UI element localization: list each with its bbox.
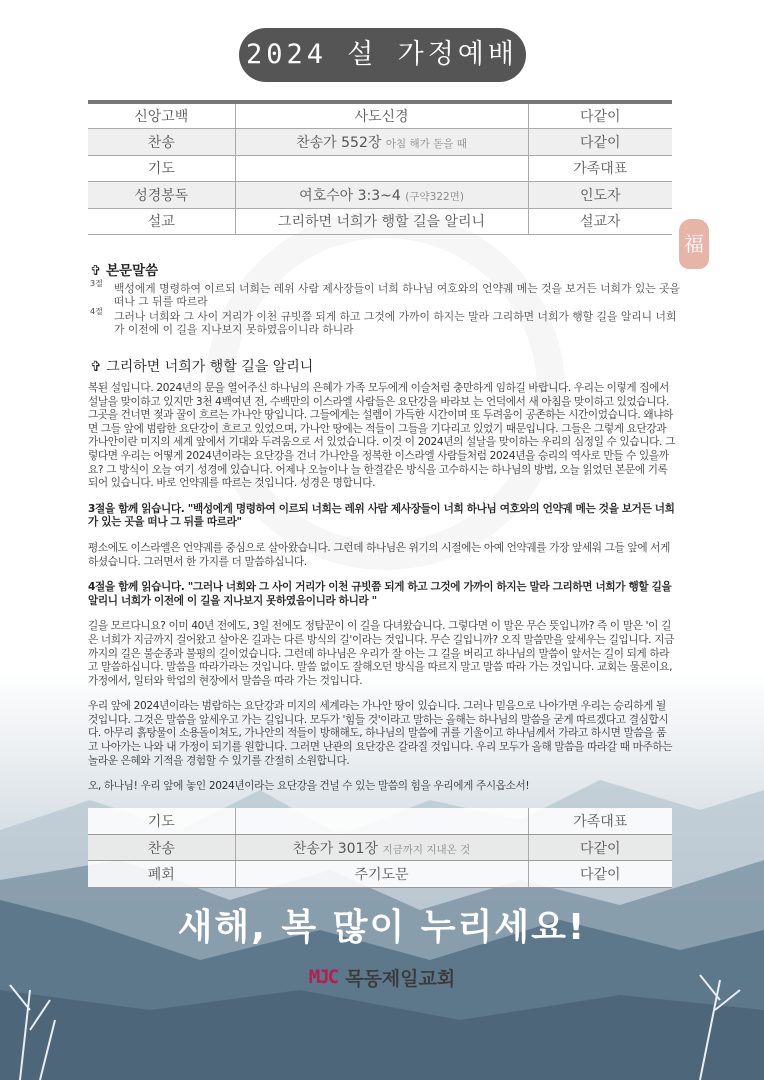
- seal-character: 福: [684, 232, 704, 256]
- order-content-main: 주기도문: [354, 867, 409, 884]
- order-leader: 다같이: [528, 834, 672, 861]
- order-leader: 다같이: [528, 861, 672, 888]
- order-leader: 가족대표: [528, 808, 672, 835]
- order-content: [235, 834, 528, 861]
- sermon-paragraph: 복된 설입니다. 2024년의 문을 열어주신 하나님의 은혜가 가족 모두에게 이슬처럼 충만하게 임하길 바랍니다. 우리는 이렇게 집에서 설날을 맞이하고 있지만 3천 4백여년 전, 수백만의 이스라엘 사람들은 요단강을 바라보 는 언덕에서 새 아침을 맞이하고 있었습니다. 그곳을 건너면 젖과 꿀이 흐르는 가나안 땅입니다. 그들에게는 설렘이 가득한 시간이며 또 두려움이 공존하는 시간이었습니다. 왜냐하면 그들 앞에 범람한 요단강이 흐르고 있었으며, 가나안 땅에는 적들이 그들을 기다리고 있었기 때문입니다. 그들은 그렇게 요단강과 가나안이란 미지의 세계 앞에서 기대와 두려움으로 서 있었습니다. 이것 이 2024년의 설날을 맞이하는 우리의 심정일 수 있습니다. 그렇다면 우리는 어떻게 2024년이라는 요단강을 건너 가나안을 정복한 이스라엘 사람들처럼 2024년을 승리의 역사로 만들 수 있을까요? 그 방식이 오늘 여기 성경에 있습니다. 어제나 오늘이나 늘 한결같은 방식을 고수하시는 하나님의 방법, 오늘 읽었던 본문에 기록되어 있습니다. 바로 언약궤를 따르는 것입니다. 성경은 명합니다.: [88, 382, 675, 490]
- order-leader: 설교자: [528, 208, 672, 235]
- verse: [90, 279, 680, 308]
- order-row: [88, 208, 672, 235]
- order-content-main: 찬송가 552장: [296, 134, 382, 151]
- sermon-paragraph: 3절을 함께 읽습니다. "백성에게 명령하여 이르되 너희는 레위 사람 제사장들이 너희 하나님 여호와의 언약궤 메는 것을 보거든 너희가 있는 곳을 떠나 그 뒤를 따르라": [88, 502, 675, 529]
- order-content: [235, 808, 528, 835]
- order-content: [235, 129, 528, 156]
- verse: [90, 307, 680, 336]
- order-item: 기도: [88, 808, 235, 835]
- order-item: 신앙고백: [88, 102, 235, 129]
- order-content-main: 찬송가 301장: [292, 840, 378, 857]
- order-row: [88, 861, 672, 888]
- new-year-greeting: 새해, 복 많이 누리세요!: [177, 906, 587, 948]
- order-content-main: 사도신경: [354, 109, 409, 125]
- order-leader: 다같이: [528, 102, 672, 129]
- order-row: [88, 129, 672, 156]
- order-item: 기도: [88, 155, 235, 182]
- order-content: [235, 102, 528, 129]
- verse-text: 그러나 너희와 그 사이 거리가 이천 규빗쯤 되게 하고 그것에 가까이 하지는 말라 그리하면 너희가 행할 길을 알리니 너희가 이전에 이 길을 지나보지 못하였음이니라 하니라: [114, 310, 677, 336]
- order-row: [88, 834, 672, 861]
- verse-number: 3절: [90, 279, 103, 288]
- church-name: 목동제일교회: [345, 967, 456, 990]
- cross-icon: ✞: [90, 263, 107, 279]
- scripture-verses: [90, 279, 680, 338]
- church-logo-mark: MJC: [308, 966, 338, 989]
- sermon-paragraph: 길을 모르다니요? 이미 40년 전에도, 3일 전에도 정탐꾼이 이 길을 다녀왔습니다. 그렇다면 이 말은 무슨 뜻입니까? 즉 이 말은 '이 길은 너희가 지금까지 걸어왔고 살아온 길과는 다른 방식의 길'이라는 것입니다. 무슨 길입니까? 오직 말씀만을 앞세우는 길입니다. 지금까지의 길은 불순종과 불평의 길이었습니다. 그런데 하나님은 우리가 잘 아는 그 길을 버리고 하나님의 말씀이 앞서는 길이 되게 하라고 말씀하십니다. 말씀을 따라가라는 것입니다. 말씀 없이도 잘해오던 방식을 따르지 말고 말씀 따라 가는 것입니다. 교회는 물론이요, 가정에서, 일터와 학업의 현장에서 말씀을 따라 가는 것입니다.: [88, 620, 674, 687]
- order-content-main: 그리하면 너희가 행할 길을 알리니: [277, 214, 486, 231]
- sermon-paragraph: 오, 하나님! 우리 앞에 놓인 2024년이라는 요단강을 건널 수 있는 말씀의 힘을 우리에게 주시옵소서!: [88, 780, 530, 793]
- order-content-main: 여호수아 3:3~4: [299, 187, 401, 204]
- verse-text: 백성에게 명령하여 이르되 너희는 레위 사람 제사장들이 너희 하나님 여호와의 언약궤 메는 것을 보거든 너희가 있는 곳을 떠나 그 뒤를 따르라: [114, 282, 680, 308]
- order-leader: 인도자: [528, 182, 672, 209]
- worship-order-table-bottom: [88, 808, 672, 888]
- order-content-sub: 아침 해가 돋을 때: [385, 137, 467, 150]
- order-item: 찬송: [88, 129, 235, 156]
- sermon-body: [88, 382, 676, 794]
- order-row: [88, 182, 672, 209]
- page-title: 2024 설 가정예배: [239, 28, 526, 82]
- order-content: [235, 182, 528, 209]
- cross-icon: ✞: [90, 359, 107, 375]
- order-item: 설교: [88, 208, 235, 235]
- scripture-heading: ✞ 본문말씀: [90, 263, 159, 279]
- order-item: 성경봉독: [88, 182, 235, 209]
- order-leader: 가족대표: [528, 155, 672, 182]
- order-row: [88, 155, 672, 182]
- order-content-sub: 지금까지 지내온 것: [382, 843, 471, 856]
- order-content-sub: (구약322면): [405, 190, 464, 203]
- order-row: [88, 808, 672, 835]
- sermon-paragraph: 우리 앞에 2024년이라는 범람하는 요단강과 미지의 세계라는 가나안 땅이 있습니다. 그러나 믿음으로 나아가면 우리는 승리하게 될 것입니다. 그것은 말씀을 앞세우고 가는 길입니다. 모두가 '힘들 것'이라고 말하는 올해는 하나님의 말씀을 굳게 따르겠다고 결심합시다. 아무리 흙탕물이 소용돌이쳐도, 가나안의 적들이 방해해도, 하나님의 말씀에 귀를 기울이고 하나님께서 가라고 하시면 말씀을 품고 나아가는 나와 내 가정이 되기를 원합니다. 그러면 난관의 요단강은 갈라질 것입니다. 우리 모두가 올해 말씀을 따라갈 때 마주하는 놀라운 은혜와 기적을 경험할 수 있기를 간절히 소원합니다.: [88, 700, 673, 767]
- verse-number: 4절: [90, 307, 103, 316]
- order-content: [235, 208, 528, 235]
- order-item: 폐회: [88, 861, 235, 888]
- worship-order-table-top: [88, 100, 672, 235]
- sermon-heading: ✞ 그리하면 너희가 행할 길을 알리니: [90, 359, 314, 375]
- church-logo: [309, 964, 455, 991]
- order-row: [88, 102, 672, 129]
- sermon-paragraph: 4절을 함께 읽습니다. "그러나 너희와 그 사이 거리가 이천 규빗쯤 되게 하고 그것에 가까이 하지는 말라 그리하면 너희가 행할 길을 알리니 너희가 이전에 이 길을 지나보지 못하였음이니라 하니라 ": [88, 581, 672, 607]
- order-content: [235, 861, 528, 888]
- order-content: [235, 155, 528, 182]
- order-item: 찬송: [88, 834, 235, 861]
- sermon-paragraph: 평소에도 이스라엘은 언약궤를 중심으로 살아왔습니다. 그런데 하나님은 위기의 시절에는 아예 언약궤를 가장 앞세워 그들 앞에 서게 하셨습니다. 그러면서 한 가지를 더 말씀하십니다.: [88, 541, 670, 568]
- order-leader: 다같이: [528, 129, 672, 156]
